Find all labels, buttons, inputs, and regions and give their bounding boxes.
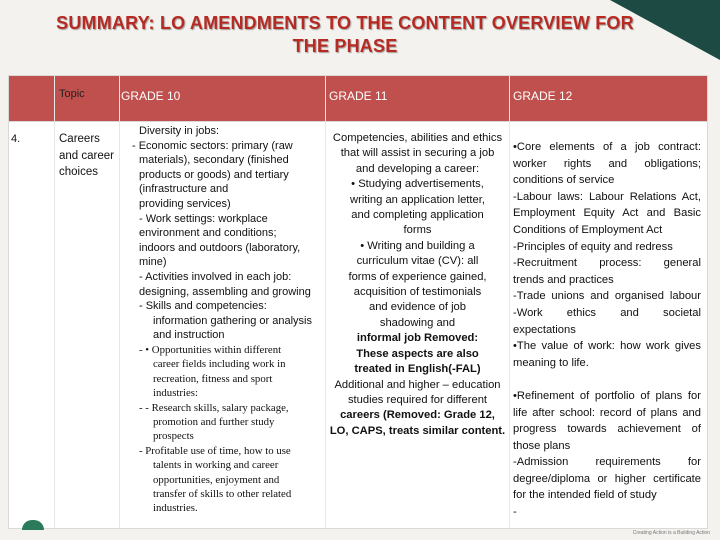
grade-12-line: those plans (513, 439, 571, 452)
column-divider (54, 76, 55, 528)
grade-11-line: • Studying advertisements, (351, 178, 484, 191)
grade-12-line: meaning to life. (513, 356, 589, 369)
grade-10-line: materials), secondary (finished (139, 154, 289, 167)
grade-10-line: prospects (153, 430, 194, 443)
header-grade-10: GRADE 10 (121, 89, 181, 103)
grade-12-line: •Refinement of portfolio of plans for (513, 389, 701, 402)
header-grade-12: GRADE 12 (513, 89, 573, 103)
grade-10-line: environment and conditions; (139, 227, 277, 240)
grade-10-line: industries: (153, 387, 198, 400)
grade-12-line: degree/diploma or higher certificate (513, 472, 701, 485)
grade-10-line: promotion and further study (153, 415, 275, 428)
topic-line: choices (59, 166, 98, 178)
grade-12-line: Employment Equity Act and Basic (513, 207, 701, 220)
grade-12-line: -Labour laws: Labour Relations Act, (513, 190, 701, 203)
grade-11-line: that will assist in securing a job (340, 147, 495, 160)
grade-11-line: and developing a career: (355, 162, 480, 175)
grade-11-line: treated in English(-FAL) (354, 363, 481, 376)
grade-10-line: mine) (139, 256, 167, 269)
grade-12-line: life after school: record of plans and (513, 406, 701, 419)
grade-12-line: expectations (513, 323, 576, 336)
footer-slogan: Creating Action is a Building Action (632, 530, 710, 536)
grade-10-line: - Activities involved in each job: (139, 270, 292, 283)
row-divider (9, 121, 707, 122)
title-line-1: SUMMARY: LO AMENDMENTS TO THE CONTENT OVERVIEW FOR (56, 13, 634, 33)
title-line-2: THE PHASE (292, 36, 398, 56)
grade-12-line: -Admission requirements for (513, 456, 701, 469)
column-divider (119, 76, 120, 528)
grade-11-line: Additional and higher – education (334, 378, 501, 391)
grade-10-line: Diversity in jobs: (139, 125, 220, 137)
grade-11-line: Competencies, abilities and ethics (332, 132, 503, 144)
grade-11-line: forms (403, 224, 432, 237)
content-table (8, 75, 708, 529)
grade-12-line: for the intended field of study (513, 489, 657, 502)
grade-10-line: designing, assembling and growing (139, 285, 311, 298)
grade-12-line: -Principles of equity and redress (513, 240, 673, 253)
grade-11-line: careers (Removed: Grade 12, (340, 409, 495, 422)
grade-12-spacer (513, 371, 701, 388)
grade-10-line: (infrastructure and (139, 183, 229, 196)
grade-12-line: trends and practices (513, 273, 614, 286)
slide-title (0, 12, 690, 58)
grade-11-line: and completing application (351, 209, 484, 222)
grade-10-line: recreation, fitness and sport (153, 372, 273, 385)
grade-10-line: transfer of skills to other related (153, 487, 292, 500)
grade-11-line: studies required for different (347, 393, 488, 406)
grade-11-line: writing an application letter, (350, 193, 485, 206)
grade-10-line: - Skills and competencies: (139, 300, 267, 313)
grade-10-line: industries. (153, 502, 198, 515)
grade-11-cell (325, 131, 510, 439)
grade-12-line: conditions of service (513, 174, 615, 187)
grade-10-line: - Economic sectors: primary (raw (132, 139, 293, 152)
grade-10-line: products or goods) and tertiary (139, 168, 289, 181)
grade-12-line: •Core elements of a job contract: (513, 141, 701, 153)
grade-12-line: -Work ethics and societal (513, 306, 701, 319)
grade-12-line: -Trade unions and organised labour (513, 290, 701, 303)
header-topic: Topic (59, 88, 85, 100)
topic-cell (59, 131, 119, 181)
grade-10-line: opportunities, enjoyment and (153, 473, 280, 486)
grade-12-line: worker rights and obligations; (513, 157, 701, 170)
grade-12-line: -Recruitment process: general (513, 257, 701, 270)
topic-line: Careers (59, 133, 100, 145)
grade-10-line: - Profitable use of time, how to use (139, 444, 291, 457)
grade-10-cell (125, 124, 325, 516)
grade-11-line: acquisition of testimonials (353, 286, 482, 299)
row-number: 4. (11, 133, 21, 145)
grade-10-line: - Work settings: workplace (139, 212, 268, 225)
grade-11-line: shadowing and (379, 316, 456, 329)
grade-12-line: •The value of work: how work gives (513, 340, 701, 353)
grade-10-line: providing services) (139, 197, 231, 210)
grade-11-line: forms of experience gained, (348, 270, 487, 283)
grade-10-line: and instruction (153, 329, 225, 342)
grade-12-cell (513, 139, 701, 521)
grade-10-line: - - Research skills, salary package, (139, 401, 289, 414)
header-grade-11: GRADE 11 (329, 89, 388, 103)
grade-11-line: These aspects are also (356, 347, 479, 360)
grade-10-line: indoors and outdoors (laboratory, (139, 241, 301, 254)
grade-11-line: • Writing and building a (360, 239, 475, 252)
grade-11-line: informal job Removed: (356, 332, 479, 345)
topic-line: and career (59, 149, 114, 162)
grade-12-line: - (513, 506, 517, 519)
grade-11-line: LO, CAPS, treats similar content. (329, 424, 506, 437)
grade-12-line: Conditions of Employment Act (513, 223, 663, 236)
grade-11-line: curriculum vitae (CV): all (356, 255, 479, 268)
grade-11-line: and evidence of job (368, 301, 467, 314)
grade-10-line: - • Opportunities within different (139, 343, 282, 356)
grade-10-line: talents in working and career (153, 459, 279, 472)
grade-12-line: progress towards achievement of (513, 423, 701, 436)
grade-10-line: career fields including work in (153, 358, 286, 371)
grade-10-line: information gathering or analysis (153, 314, 312, 327)
